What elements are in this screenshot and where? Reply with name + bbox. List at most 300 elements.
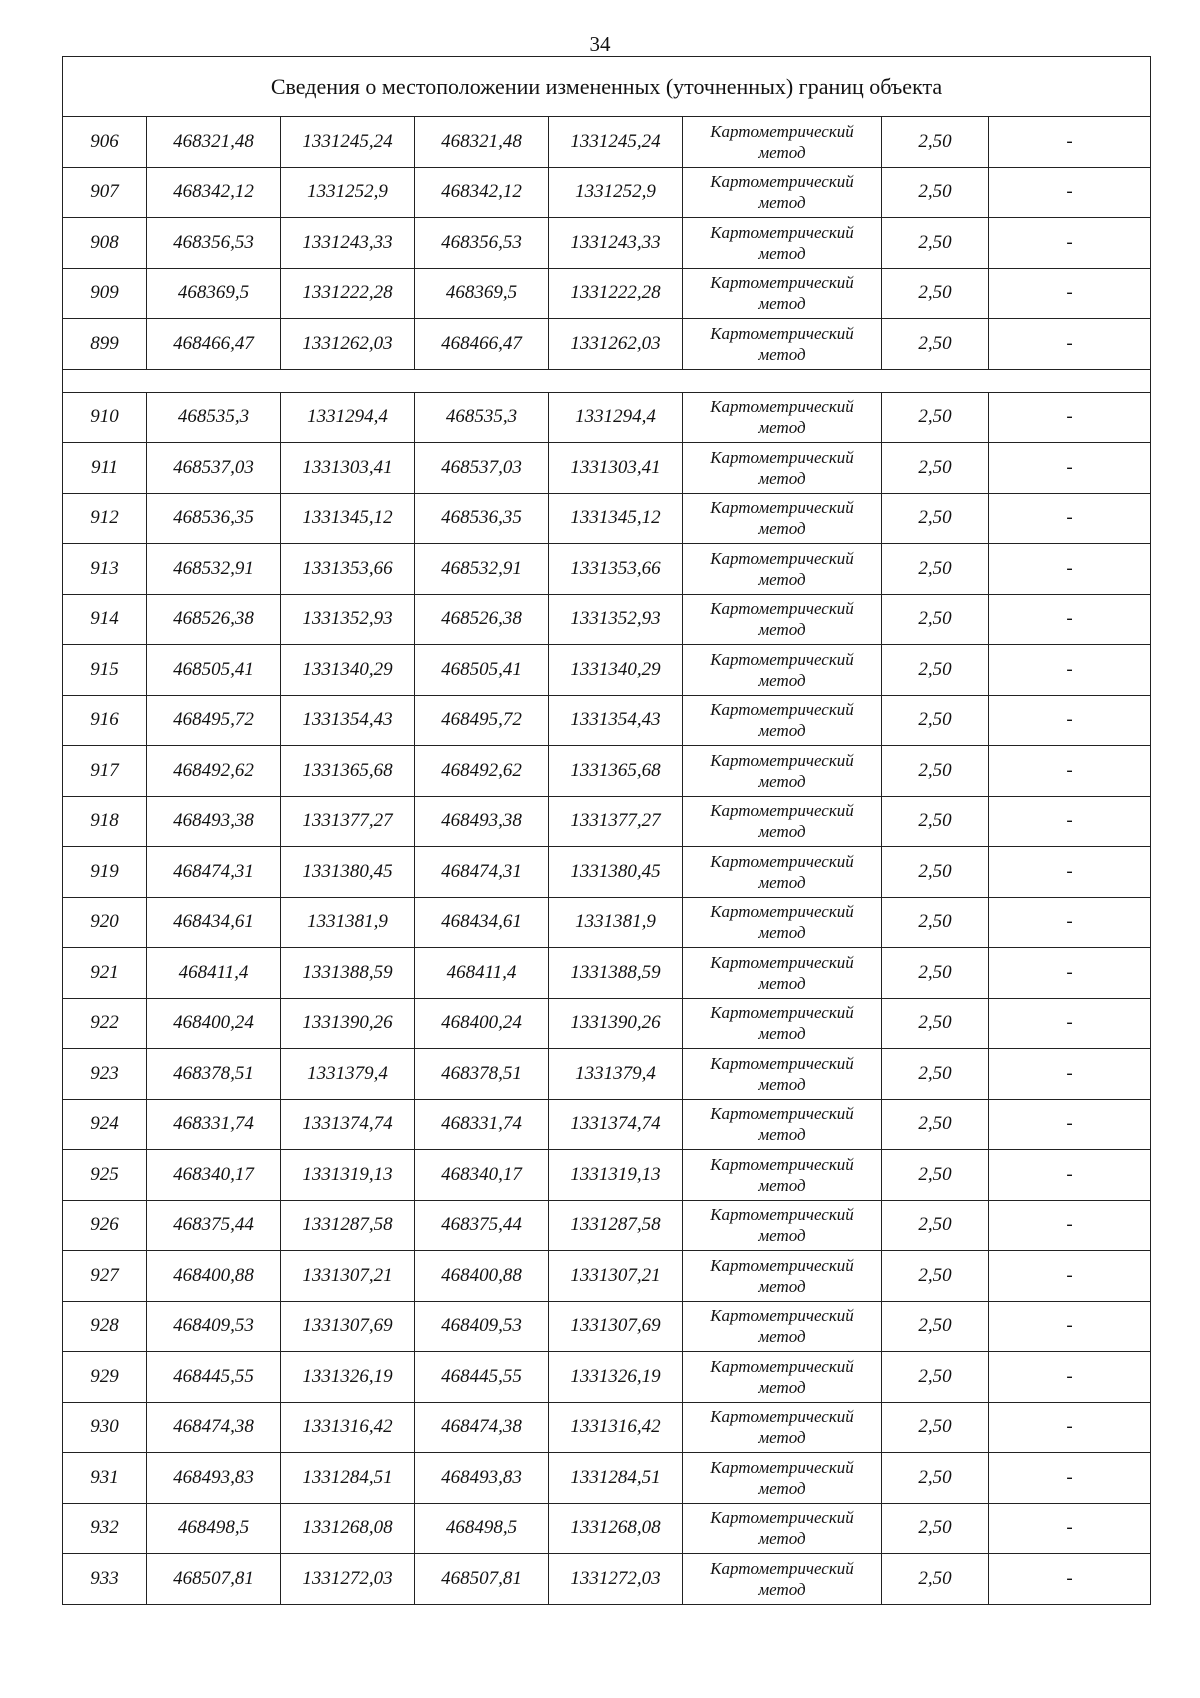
accuracy-cell: 2,50 [882, 645, 989, 696]
y-refined-cell: 1331319,13 [549, 1150, 683, 1201]
table-row [63, 847, 1151, 898]
method-cell [683, 117, 882, 168]
method-text: Картометрический [710, 498, 854, 518]
table-body [63, 57, 1151, 1605]
description-cell: - [989, 392, 1151, 443]
description-cell: - [989, 1352, 1151, 1403]
table-row [63, 796, 1151, 847]
accuracy-cell: 2,50 [882, 443, 989, 494]
x-existing-cell: 468532,91 [147, 544, 281, 595]
y-refined-cell: 1331379,4 [549, 1049, 683, 1100]
point-number-cell: 932 [63, 1503, 147, 1554]
table-row [63, 1554, 1151, 1605]
y-existing-cell: 1331222,28 [281, 268, 415, 319]
y-refined-cell: 1331262,03 [549, 319, 683, 370]
method-text: Картометрический [710, 902, 854, 922]
accuracy-cell: 2,50 [882, 1150, 989, 1201]
accuracy-cell: 2,50 [882, 544, 989, 595]
y-existing-cell: 1331374,74 [281, 1099, 415, 1150]
x-refined-cell: 468474,31 [415, 847, 549, 898]
x-existing-cell: 468340,17 [147, 1150, 281, 1201]
coordinates-table [62, 56, 1151, 1605]
method-text: метод [758, 923, 806, 943]
method-cell [683, 392, 882, 443]
x-existing-cell: 468474,38 [147, 1402, 281, 1453]
method-cell [683, 897, 882, 948]
x-existing-cell: 468409,53 [147, 1301, 281, 1352]
x-refined-cell: 468505,41 [415, 645, 549, 696]
method-text: метод [758, 1175, 806, 1195]
method-text: Картометрический [710, 1104, 854, 1124]
x-existing-cell: 468526,38 [147, 594, 281, 645]
method-text: метод [758, 1377, 806, 1397]
method-text: Картометрический [710, 548, 854, 568]
method-text: Картометрический [710, 1508, 854, 1528]
method-text: Картометрический [710, 1205, 854, 1225]
method-text: метод [758, 294, 806, 314]
description-cell: - [989, 1554, 1151, 1605]
x-existing-cell: 468321,48 [147, 117, 281, 168]
y-existing-cell: 1331352,93 [281, 594, 415, 645]
y-refined-cell: 1331377,27 [549, 796, 683, 847]
description-cell: - [989, 847, 1151, 898]
method-cell [683, 1150, 882, 1201]
method-text: Картометрический [710, 700, 854, 720]
table-row [63, 319, 1151, 370]
x-existing-cell: 468342,12 [147, 167, 281, 218]
y-existing-cell: 1331353,66 [281, 544, 415, 595]
method-cell [683, 998, 882, 1049]
x-refined-cell: 468474,38 [415, 1402, 549, 1453]
description-cell: - [989, 319, 1151, 370]
table-row [63, 1200, 1151, 1251]
accuracy-cell: 2,50 [882, 1251, 989, 1302]
method-text: метод [758, 569, 806, 589]
method-cell [683, 268, 882, 319]
x-refined-cell: 468495,72 [415, 695, 549, 746]
x-refined-cell: 468400,24 [415, 998, 549, 1049]
accuracy-cell: 2,50 [882, 897, 989, 948]
y-refined-cell: 1331222,28 [549, 268, 683, 319]
description-cell: - [989, 268, 1151, 319]
y-existing-cell: 1331381,9 [281, 897, 415, 948]
y-refined-cell: 1331272,03 [549, 1554, 683, 1605]
table-row [63, 998, 1151, 1049]
method-text: Картометрический [710, 172, 854, 192]
table-row [63, 1099, 1151, 1150]
x-refined-cell: 468498,5 [415, 1503, 549, 1554]
y-existing-cell: 1331326,19 [281, 1352, 415, 1403]
method-text: метод [758, 822, 806, 842]
point-number-cell: 907 [63, 167, 147, 218]
y-existing-cell: 1331316,42 [281, 1402, 415, 1453]
x-refined-cell: 468537,03 [415, 443, 549, 494]
method-text: метод [758, 670, 806, 690]
method-cell [683, 796, 882, 847]
y-refined-cell: 1331326,19 [549, 1352, 683, 1403]
method-text: метод [758, 1327, 806, 1347]
point-number-cell: 914 [63, 594, 147, 645]
method-text: метод [758, 1226, 806, 1246]
x-existing-cell: 468411,4 [147, 948, 281, 999]
table-title: Сведения о местоположении измененных (уточненных) границ объекта [63, 57, 1151, 117]
table-row [63, 594, 1151, 645]
x-refined-cell: 468340,17 [415, 1150, 549, 1201]
method-text: метод [758, 142, 806, 162]
y-existing-cell: 1331262,03 [281, 319, 415, 370]
y-existing-cell: 1331390,26 [281, 998, 415, 1049]
y-refined-cell: 1331268,08 [549, 1503, 683, 1554]
accuracy-cell: 2,50 [882, 392, 989, 443]
description-cell: - [989, 594, 1151, 645]
table-row [63, 645, 1151, 696]
method-cell [683, 167, 882, 218]
accuracy-cell: 2,50 [882, 1301, 989, 1352]
description-cell: - [989, 1099, 1151, 1150]
table-row [63, 1352, 1151, 1403]
table-row [63, 1049, 1151, 1100]
y-existing-cell: 1331379,4 [281, 1049, 415, 1100]
point-number-cell: 919 [63, 847, 147, 898]
table-row [63, 695, 1151, 746]
method-text: метод [758, 418, 806, 438]
method-text: метод [758, 1276, 806, 1296]
x-existing-cell: 468445,55 [147, 1352, 281, 1403]
description-cell: - [989, 746, 1151, 797]
x-refined-cell: 468493,38 [415, 796, 549, 847]
y-refined-cell: 1331303,41 [549, 443, 683, 494]
x-existing-cell: 468495,72 [147, 695, 281, 746]
y-refined-cell: 1331316,42 [549, 1402, 683, 1453]
y-refined-cell: 1331353,66 [549, 544, 683, 595]
description-cell: - [989, 1503, 1151, 1554]
accuracy-cell: 2,50 [882, 1049, 989, 1100]
description-cell: - [989, 544, 1151, 595]
method-text: Картометрический [710, 222, 854, 242]
accuracy-cell: 2,50 [882, 1503, 989, 1554]
method-text: метод [758, 973, 806, 993]
description-cell: - [989, 796, 1151, 847]
method-cell [683, 594, 882, 645]
x-existing-cell: 468400,88 [147, 1251, 281, 1302]
separator-row [63, 369, 1151, 392]
y-refined-cell: 1331307,69 [549, 1301, 683, 1352]
y-refined-cell: 1331390,26 [549, 998, 683, 1049]
description-cell: - [989, 1200, 1151, 1251]
accuracy-cell: 2,50 [882, 167, 989, 218]
x-existing-cell: 468434,61 [147, 897, 281, 948]
point-number-cell: 913 [63, 544, 147, 595]
description-cell: - [989, 1402, 1151, 1453]
method-text: метод [758, 721, 806, 741]
method-cell [683, 493, 882, 544]
method-text: Картометрический [710, 649, 854, 669]
x-refined-cell: 468526,38 [415, 594, 549, 645]
method-text: метод [758, 1579, 806, 1599]
method-text: Картометрический [710, 851, 854, 871]
method-text: метод [758, 1024, 806, 1044]
method-text: метод [758, 771, 806, 791]
accuracy-cell: 2,50 [882, 1453, 989, 1504]
point-number-cell: 924 [63, 1099, 147, 1150]
point-number-cell: 921 [63, 948, 147, 999]
method-text: Картометрический [710, 750, 854, 770]
table-row [63, 1402, 1151, 1453]
method-text: Картометрический [710, 1154, 854, 1174]
method-cell [683, 1049, 882, 1100]
y-existing-cell: 1331243,33 [281, 218, 415, 269]
x-existing-cell: 468535,3 [147, 392, 281, 443]
point-number-cell: 912 [63, 493, 147, 544]
method-text: метод [758, 243, 806, 263]
y-existing-cell: 1331388,59 [281, 948, 415, 999]
x-existing-cell: 468369,5 [147, 268, 281, 319]
accuracy-cell: 2,50 [882, 695, 989, 746]
description-cell: - [989, 1049, 1151, 1100]
accuracy-cell: 2,50 [882, 319, 989, 370]
y-refined-cell: 1331294,4 [549, 392, 683, 443]
x-refined-cell: 468369,5 [415, 268, 549, 319]
method-text: Картометрический [710, 121, 854, 141]
method-cell [683, 1301, 882, 1352]
y-refined-cell: 1331307,21 [549, 1251, 683, 1302]
x-refined-cell: 468532,91 [415, 544, 549, 595]
table-row [63, 268, 1151, 319]
table-row [63, 1301, 1151, 1352]
y-refined-cell: 1331365,68 [549, 746, 683, 797]
y-refined-cell: 1331380,45 [549, 847, 683, 898]
method-cell [683, 1200, 882, 1251]
point-number-cell: 909 [63, 268, 147, 319]
method-text: метод [758, 193, 806, 213]
y-existing-cell: 1331307,69 [281, 1301, 415, 1352]
table-row [63, 1251, 1151, 1302]
y-refined-cell: 1331340,29 [549, 645, 683, 696]
x-refined-cell: 468375,44 [415, 1200, 549, 1251]
method-text: Картометрический [710, 273, 854, 293]
method-text: метод [758, 1478, 806, 1498]
accuracy-cell: 2,50 [882, 948, 989, 999]
table-row [63, 746, 1151, 797]
x-existing-cell: 468492,62 [147, 746, 281, 797]
method-cell [683, 218, 882, 269]
x-refined-cell: 468321,48 [415, 117, 549, 168]
description-cell: - [989, 167, 1151, 218]
x-existing-cell: 468400,24 [147, 998, 281, 1049]
accuracy-cell: 2,50 [882, 1402, 989, 1453]
method-cell [683, 1251, 882, 1302]
table-row [63, 392, 1151, 443]
method-cell [683, 1503, 882, 1554]
description-cell: - [989, 1251, 1151, 1302]
method-text: Картометрический [710, 1558, 854, 1578]
method-text: Картометрический [710, 447, 854, 467]
point-number-cell: 923 [63, 1049, 147, 1100]
accuracy-cell: 2,50 [882, 1099, 989, 1150]
table-title-row [63, 57, 1151, 117]
method-cell [683, 544, 882, 595]
y-existing-cell: 1331284,51 [281, 1453, 415, 1504]
page-number: 34 [589, 32, 611, 56]
description-cell: - [989, 117, 1151, 168]
y-existing-cell: 1331245,24 [281, 117, 415, 168]
x-refined-cell: 468400,88 [415, 1251, 549, 1302]
accuracy-cell: 2,50 [882, 493, 989, 544]
x-existing-cell: 468474,31 [147, 847, 281, 898]
method-text: Картометрический [710, 1255, 854, 1275]
table-row [63, 167, 1151, 218]
x-refined-cell: 468493,83 [415, 1453, 549, 1504]
description-cell: - [989, 1150, 1151, 1201]
x-refined-cell: 468507,81 [415, 1554, 549, 1605]
y-existing-cell: 1331354,43 [281, 695, 415, 746]
y-existing-cell: 1331287,58 [281, 1200, 415, 1251]
method-text: Картометрический [710, 1457, 854, 1477]
method-cell [683, 948, 882, 999]
x-existing-cell: 468466,47 [147, 319, 281, 370]
x-existing-cell: 468536,35 [147, 493, 281, 544]
method-text: метод [758, 1125, 806, 1145]
method-text: Картометрический [710, 1407, 854, 1427]
method-cell [683, 443, 882, 494]
accuracy-cell: 2,50 [882, 998, 989, 1049]
point-number-cell: 933 [63, 1554, 147, 1605]
point-number-cell: 927 [63, 1251, 147, 1302]
x-existing-cell: 468505,41 [147, 645, 281, 696]
x-existing-cell: 468493,38 [147, 796, 281, 847]
x-refined-cell: 468434,61 [415, 897, 549, 948]
description-cell: - [989, 998, 1151, 1049]
method-text: метод [758, 872, 806, 892]
method-text: метод [758, 1074, 806, 1094]
x-existing-cell: 468378,51 [147, 1049, 281, 1100]
method-cell [683, 746, 882, 797]
point-number-cell: 916 [63, 695, 147, 746]
x-refined-cell: 468356,53 [415, 218, 549, 269]
table-row [63, 1453, 1151, 1504]
point-number-cell: 926 [63, 1200, 147, 1251]
point-number-cell: 925 [63, 1150, 147, 1201]
y-existing-cell: 1331365,68 [281, 746, 415, 797]
method-text: метод [758, 1529, 806, 1549]
description-cell: - [989, 443, 1151, 494]
description-cell: - [989, 493, 1151, 544]
method-cell [683, 1453, 882, 1504]
method-text: Картометрический [710, 1003, 854, 1023]
y-refined-cell: 1331388,59 [549, 948, 683, 999]
table-row [63, 1503, 1151, 1554]
accuracy-cell: 2,50 [882, 746, 989, 797]
point-number-cell: 915 [63, 645, 147, 696]
table-row [63, 117, 1151, 168]
method-text: метод [758, 344, 806, 364]
method-text: Картометрический [710, 1306, 854, 1326]
method-text: Картометрический [710, 801, 854, 821]
description-cell: - [989, 1301, 1151, 1352]
method-text: метод [758, 1428, 806, 1448]
point-number-cell: 906 [63, 117, 147, 168]
y-refined-cell: 1331345,12 [549, 493, 683, 544]
x-refined-cell: 468409,53 [415, 1301, 549, 1352]
method-text: Картометрический [710, 1356, 854, 1376]
y-refined-cell: 1331284,51 [549, 1453, 683, 1504]
description-cell: - [989, 695, 1151, 746]
y-existing-cell: 1331294,4 [281, 392, 415, 443]
method-text: Картометрический [710, 397, 854, 417]
accuracy-cell: 2,50 [882, 594, 989, 645]
point-number-cell: 929 [63, 1352, 147, 1403]
accuracy-cell: 2,50 [882, 218, 989, 269]
x-refined-cell: 468492,62 [415, 746, 549, 797]
description-cell: - [989, 645, 1151, 696]
point-number-cell: 922 [63, 998, 147, 1049]
accuracy-cell: 2,50 [882, 1352, 989, 1403]
point-number-cell: 928 [63, 1301, 147, 1352]
x-existing-cell: 468493,83 [147, 1453, 281, 1504]
method-cell [683, 847, 882, 898]
x-refined-cell: 468445,55 [415, 1352, 549, 1403]
method-cell [683, 1352, 882, 1403]
table-row [63, 1150, 1151, 1201]
x-existing-cell: 468498,5 [147, 1503, 281, 1554]
accuracy-cell: 2,50 [882, 268, 989, 319]
point-number-cell: 917 [63, 746, 147, 797]
x-refined-cell: 468535,3 [415, 392, 549, 443]
x-refined-cell: 468536,35 [415, 493, 549, 544]
x-refined-cell: 468466,47 [415, 319, 549, 370]
accuracy-cell: 2,50 [882, 1554, 989, 1605]
x-existing-cell: 468375,44 [147, 1200, 281, 1251]
y-refined-cell: 1331374,74 [549, 1099, 683, 1150]
description-cell: - [989, 218, 1151, 269]
method-text: метод [758, 519, 806, 539]
x-existing-cell: 468537,03 [147, 443, 281, 494]
x-existing-cell: 468356,53 [147, 218, 281, 269]
method-text: метод [758, 468, 806, 488]
method-cell [683, 319, 882, 370]
description-cell: - [989, 948, 1151, 999]
accuracy-cell: 2,50 [882, 796, 989, 847]
method-cell [683, 1099, 882, 1150]
y-existing-cell: 1331303,41 [281, 443, 415, 494]
y-existing-cell: 1331307,21 [281, 1251, 415, 1302]
x-existing-cell: 468331,74 [147, 1099, 281, 1150]
x-refined-cell: 468378,51 [415, 1049, 549, 1100]
table-row [63, 218, 1151, 269]
description-cell: - [989, 897, 1151, 948]
method-cell [683, 1402, 882, 1453]
y-existing-cell: 1331380,45 [281, 847, 415, 898]
point-number-cell: 920 [63, 897, 147, 948]
x-existing-cell: 468507,81 [147, 1554, 281, 1605]
point-number-cell: 911 [63, 443, 147, 494]
table-row [63, 443, 1151, 494]
y-refined-cell: 1331252,9 [549, 167, 683, 218]
x-refined-cell: 468342,12 [415, 167, 549, 218]
point-number-cell: 931 [63, 1453, 147, 1504]
y-existing-cell: 1331252,9 [281, 167, 415, 218]
accuracy-cell: 2,50 [882, 847, 989, 898]
y-refined-cell: 1331354,43 [549, 695, 683, 746]
y-existing-cell: 1331268,08 [281, 1503, 415, 1554]
table-row [63, 948, 1151, 999]
point-number-cell: 910 [63, 392, 147, 443]
table-row [63, 544, 1151, 595]
y-refined-cell: 1331287,58 [549, 1200, 683, 1251]
accuracy-cell: 2,50 [882, 117, 989, 168]
y-refined-cell: 1331245,24 [549, 117, 683, 168]
accuracy-cell: 2,50 [882, 1200, 989, 1251]
